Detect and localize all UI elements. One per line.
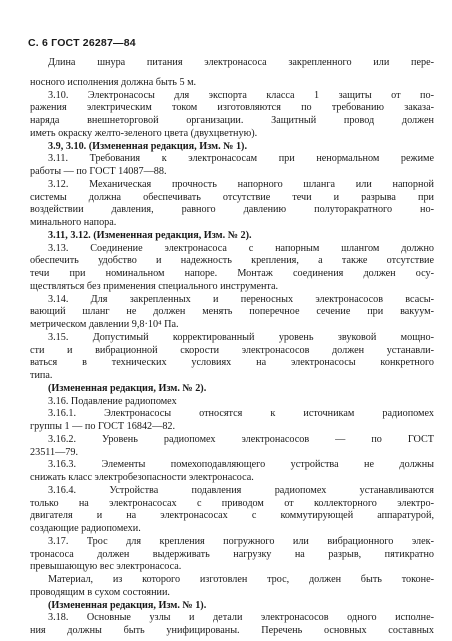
text-line: 23511—79. bbox=[30, 446, 79, 458]
text-line: 3.16.3. Элементы помехоподавляющего устройства не должны bbox=[48, 459, 434, 471]
text-line: ваться в технических условиях на электронасосы конкретного bbox=[30, 357, 434, 369]
text-line: 3.15. Допустимый корректированный уровень звуковой мощно- bbox=[48, 331, 434, 343]
text-line: 3.16.1. Электронасосы относятся к источникам радиопомех bbox=[48, 408, 434, 420]
text-line: 3.13. Соединение электронасоса с напорным шлангом должно bbox=[48, 242, 434, 254]
text-line: 3.11, 3.12. (Измененная редакция, Изм. № 2). bbox=[48, 229, 252, 241]
text-line: превышающую вес электронасоса. bbox=[30, 561, 182, 573]
text-line: 3.9, 3.10. (Измененная редакция, Изм. № 1). bbox=[48, 140, 247, 152]
text-line: 3.16.4. Устройства подавления радиопомех устанавливаются bbox=[48, 484, 434, 496]
text-line: работы — по ГОСТ 14087—88. bbox=[30, 166, 167, 177]
document-body bbox=[30, 57, 434, 638]
text-line: ражения электрическим током изготовляются по требованию заказа- bbox=[30, 102, 434, 114]
text-line: тронасоса должен выдерживать нагрузку на разрыв, пятикратно bbox=[30, 548, 434, 560]
text-line: метрическом давлении 9,8·10⁴ Па. bbox=[30, 319, 179, 330]
text-line: ния должны быть унифицированы. Перечень основных составных bbox=[30, 625, 434, 636]
text-line: наряда внешнеторговой организации. Защитный провод должен bbox=[30, 115, 434, 126]
text-line: 3.14. Для закрепленных и переносных электронасосов всасы- bbox=[48, 293, 434, 305]
text-line: иметь окраску желто-зеленого цвета (двухцветную). bbox=[30, 127, 258, 139]
text-line: 3.16. Подавление радиопомех bbox=[48, 395, 177, 407]
text-line: системы должна обеспечивать отсутствие течи и разрыва при bbox=[30, 191, 434, 203]
text-line: 3.16.2. Уровень радиопомех электронасосов — по ГОСТ bbox=[48, 433, 434, 445]
text-line: проводящим в сухом состоянии. bbox=[30, 586, 170, 598]
text-line: только на электронасосах с приводом от коллекторного электро- bbox=[30, 497, 434, 509]
text-line: 3.10. Электронасосы для экспорта класса 1 защиты от по- bbox=[48, 89, 434, 101]
text-line: ществляться без применения специального инструмента. bbox=[30, 280, 279, 292]
text-line: группы 1 — по ГОСТ 16842—82. bbox=[30, 421, 176, 432]
text-line: вающий шланг не должен менять поперечное сечение при вакуум- bbox=[30, 306, 434, 318]
text-line: 3.12. Механическая прочность напорного шланга или напорной bbox=[48, 178, 434, 190]
text-line: 3.17. Трос для крепления погружного или вибрационного элек- bbox=[48, 535, 434, 547]
text-line: Материал, из которого изготовлен трос, должен быть токоне- bbox=[48, 574, 434, 585]
text-line: носного исполнения должна быть 5 м. bbox=[30, 76, 197, 88]
text-line: 3.18. Основные узлы и детали электронасосов одного исполне- bbox=[48, 612, 434, 624]
text-line: снижать класс электробезопасности электронасоса. bbox=[30, 472, 254, 483]
text-line: создающие радиопомехи. bbox=[30, 523, 141, 534]
text-line: двигателя и на электронасосах с коммутирующей аппаратурой, bbox=[30, 510, 434, 522]
text-line: Длина шнура питания электронасоса закрепленного или пере- bbox=[48, 57, 434, 68]
text-line: (Измененная редакция, Изм. № 2). bbox=[48, 382, 207, 394]
text-line: типа. bbox=[30, 370, 53, 381]
text-line: (Измененная редакция, Изм. № 1). bbox=[48, 599, 207, 611]
text-line: обеспечить удобство и надежность крепления, а также отсутствие bbox=[30, 255, 434, 267]
text-line: воздействии давления, равного давлению полуторакратного но- bbox=[30, 204, 434, 216]
text-line: минального напора. bbox=[30, 217, 117, 228]
text-line: течи при номинальном напоре. Монтаж соединения должен осу- bbox=[30, 268, 434, 279]
text-line: сти и вибрационной скорости электронасосов должен устанавли- bbox=[30, 344, 434, 356]
text-line: 3.11. Требования к электронасосам при ненормальном режиме bbox=[48, 153, 434, 165]
page-header: С. 6 ГОСТ 26287—84 bbox=[28, 37, 136, 49]
